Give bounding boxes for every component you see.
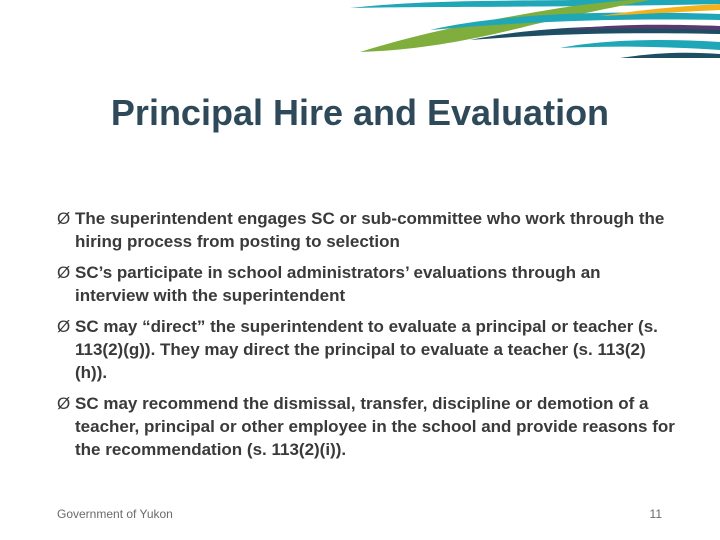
bullet-text: SC may recommend the dismissal, transfer, discipline or demotion of a teacher, principal or other employee in the school and provide reasons for the recommendation (s. 113(2)(i)).	[75, 394, 675, 459]
bullet-item	[57, 315, 677, 384]
bullet-list	[57, 207, 677, 469]
bullet-item	[57, 392, 677, 461]
bullet-arrow-icon: Ø	[57, 394, 71, 413]
bullet-item	[57, 207, 677, 253]
page-number: 11	[649, 507, 662, 521]
bullet-text: The superintendent engages SC or sub-committee who work through the hiring process from posting to selection	[75, 209, 665, 251]
bullet-item	[57, 261, 677, 307]
slide-title: Principal Hire and Evaluation	[110, 92, 610, 133]
bullet-text: SC may “direct” the superintendent to evaluate a principal or teacher (s. 113(2)(g)). They may direct the principal to evaluate a teacher (s. 113(2)(h)).	[75, 317, 658, 382]
bullet-text: SC’s participate in school administrators’ evaluations through an interview with the superintendent	[75, 263, 601, 305]
footer-organization: Government of Yukon	[57, 507, 173, 521]
bullet-arrow-icon: Ø	[57, 263, 71, 282]
header-swoosh-graphic	[0, 0, 720, 70]
bullet-arrow-icon: Ø	[57, 317, 71, 336]
bullet-arrow-icon: Ø	[57, 209, 71, 228]
